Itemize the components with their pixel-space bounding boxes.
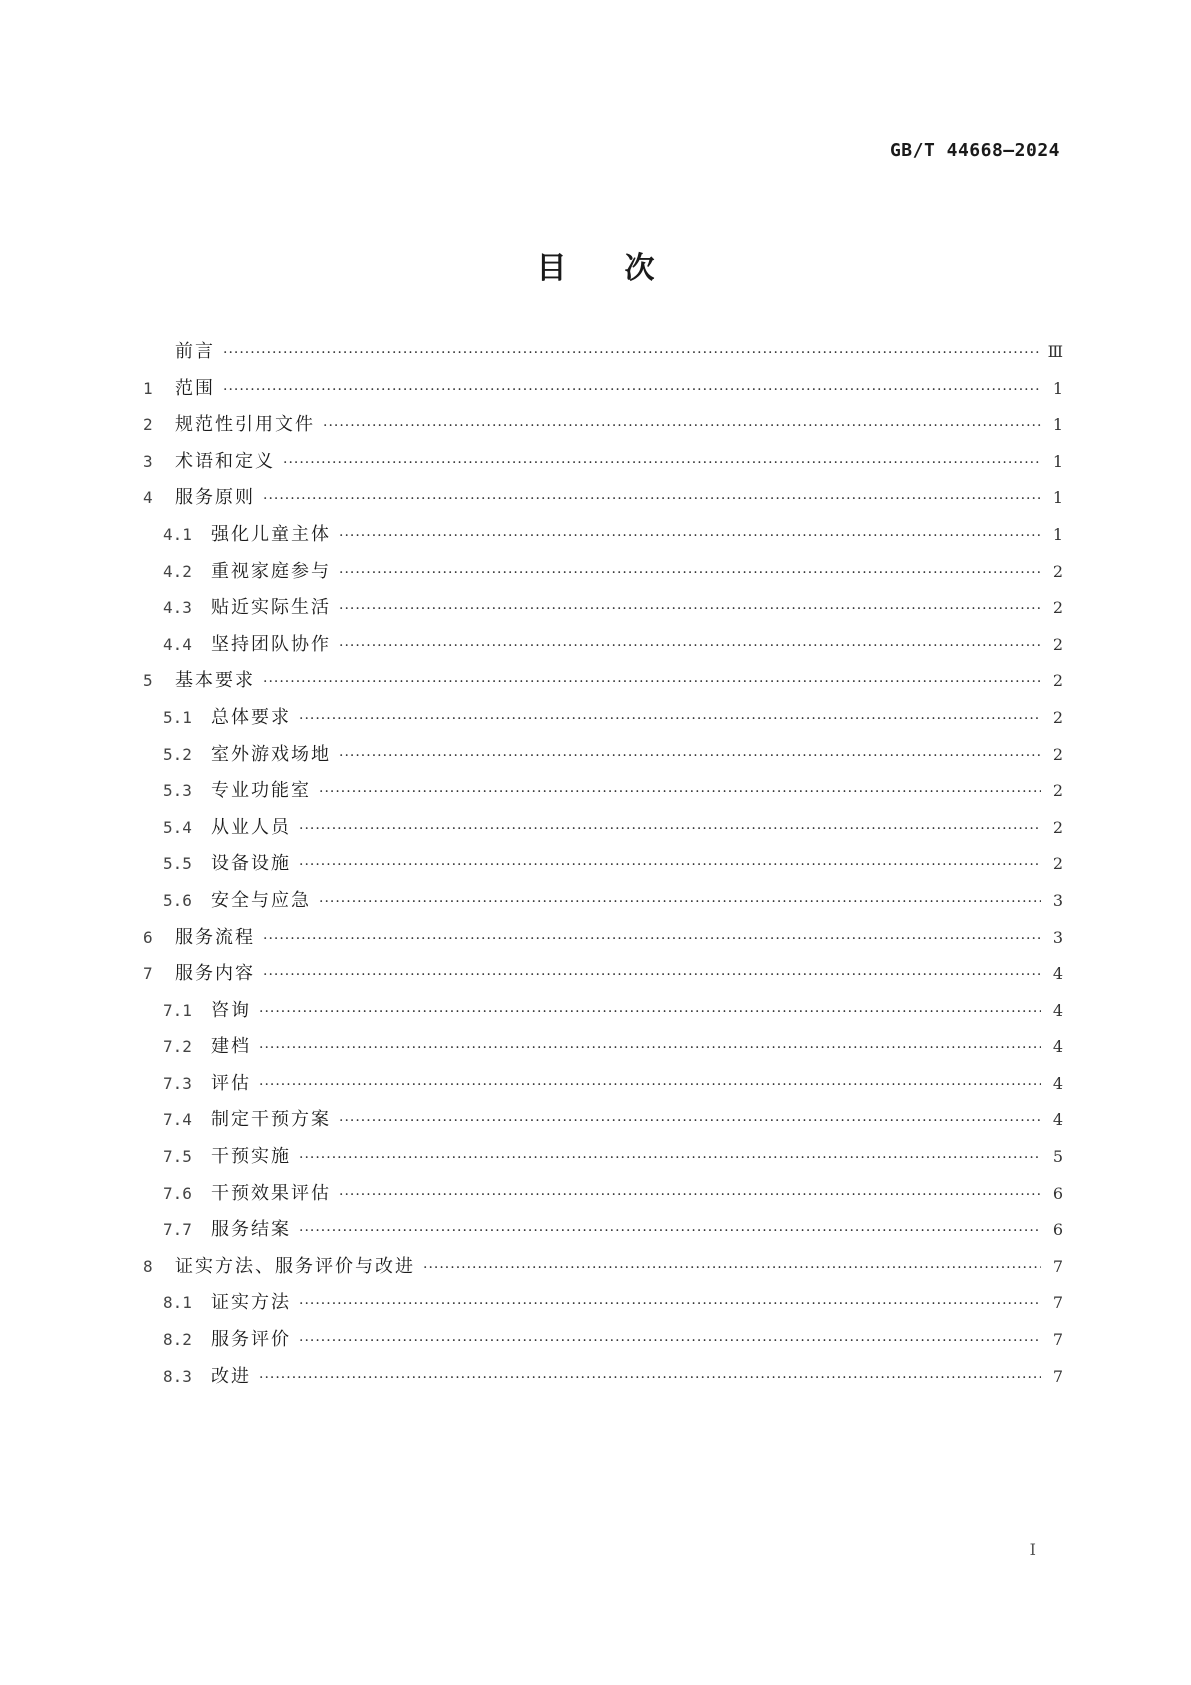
toc-entry-title: 干预效果评估	[211, 1182, 331, 1204]
toc-entry[interactable]	[143, 483, 1063, 520]
toc-entry[interactable]	[143, 776, 1063, 813]
toc-dot-leader	[339, 565, 1041, 581]
toc-entry-title: 评估	[211, 1072, 251, 1094]
toc-entry-page: 4	[1052, 1073, 1063, 1093]
toc-entry-number: 8.3	[163, 1366, 192, 1386]
toc-entry-number: 7.5	[163, 1147, 192, 1167]
document-code: GB/T 44668—2024	[889, 140, 1060, 161]
toc-dot-leader	[319, 784, 1041, 800]
toc-dot-leader	[339, 601, 1041, 617]
toc-entry-page: Ⅲ	[1047, 342, 1063, 361]
toc-entry-page: 2	[1052, 561, 1063, 581]
toc-dot-leader	[339, 1113, 1041, 1129]
toc-entry-page: 1	[1052, 524, 1063, 544]
toc-dot-leader	[263, 931, 1041, 947]
toc-entry[interactable]	[143, 923, 1063, 960]
toc-entry[interactable]	[143, 1105, 1063, 1142]
toc-entry-page: 2	[1052, 781, 1063, 801]
toc-dot-leader	[299, 857, 1041, 873]
toc-entry-page: 5	[1052, 1147, 1063, 1167]
toc-entry-title: 贴近实际生活	[211, 597, 331, 619]
toc-entry-page: 2	[1052, 707, 1063, 727]
toc-entry-title: 干预实施	[211, 1146, 291, 1168]
toc-entry-page: 7	[1052, 1330, 1063, 1350]
toc-entry-title: 安全与应急	[211, 889, 311, 911]
toc-dot-leader	[223, 345, 1040, 361]
toc-entry-title: 基本要求	[175, 670, 255, 692]
toc-entry-title: 改进	[211, 1365, 251, 1387]
toc-dot-leader	[323, 418, 1041, 434]
toc-entry-title: 服务内容	[175, 963, 255, 985]
toc-entry-title: 制定干预方案	[211, 1109, 331, 1131]
toc-entry-page: 7	[1052, 1256, 1063, 1276]
toc-dot-leader	[263, 967, 1041, 983]
toc-entry[interactable]	[143, 1032, 1063, 1069]
toc-dot-leader	[259, 1004, 1041, 1020]
toc-entry-page: 4	[1052, 964, 1063, 984]
toc-entry[interactable]	[143, 1142, 1063, 1179]
toc-entry[interactable]	[143, 1069, 1063, 1106]
toc-entry-title: 设备设施	[211, 853, 291, 875]
page-number: I	[1029, 1540, 1036, 1559]
toc-entry-number: 7.6	[163, 1183, 192, 1203]
toc-entry[interactable]	[143, 593, 1063, 630]
page-title	[0, 243, 1191, 287]
toc-entry-page: 7	[1052, 1293, 1063, 1313]
toc-entry[interactable]	[143, 374, 1063, 411]
page-title-part-1: 目	[536, 251, 567, 286]
toc-entry-page: 4	[1052, 1000, 1063, 1020]
toc-dot-leader	[299, 821, 1041, 837]
toc-dot-leader	[259, 1370, 1041, 1386]
toc-dot-leader	[223, 382, 1041, 398]
toc-dot-leader	[299, 711, 1041, 727]
toc-entry[interactable]	[143, 1215, 1063, 1252]
toc-entry[interactable]	[143, 849, 1063, 886]
toc-dot-leader	[339, 638, 1041, 654]
toc-entry-page: 2	[1052, 671, 1063, 691]
toc-entry[interactable]	[143, 703, 1063, 740]
toc-entry[interactable]	[143, 557, 1063, 594]
toc-dot-leader	[299, 1333, 1041, 1349]
toc-dot-leader	[423, 1260, 1041, 1276]
toc-entry-number: 4.1	[163, 524, 192, 544]
toc-entry-title: 从业人员	[211, 816, 291, 838]
toc-entry[interactable]	[143, 1325, 1063, 1362]
toc-entry[interactable]	[143, 1252, 1063, 1289]
toc-entry-title: 坚持团队协作	[211, 633, 331, 655]
toc-entry-title: 服务原则	[175, 487, 255, 509]
toc-entry[interactable]	[143, 813, 1063, 850]
page-title-part-2: 次	[624, 251, 655, 286]
toc-entry-title: 强化儿童主体	[211, 523, 331, 545]
toc-entry-number: 2	[143, 415, 153, 435]
toc-entry-page: 1	[1052, 451, 1063, 471]
toc-entry[interactable]	[143, 337, 1063, 374]
toc-entry-page: 4	[1052, 1037, 1063, 1057]
toc-entry-number: 7.1	[163, 1000, 192, 1020]
toc-entry[interactable]	[143, 1362, 1063, 1399]
toc-entry-title: 范围	[175, 377, 215, 399]
toc-entry-number: 4.2	[163, 561, 192, 581]
toc-entry-number: 7.7	[163, 1220, 192, 1240]
toc-entry-number: 7.3	[163, 1073, 192, 1093]
toc-dot-leader	[259, 1040, 1041, 1056]
toc-entry-number: 5.5	[163, 854, 192, 874]
toc-entry-number: 1	[143, 378, 153, 398]
toc-entry-title: 建档	[211, 1036, 251, 1058]
toc-entry-page: 2	[1052, 598, 1063, 618]
toc-entry-number: 6	[143, 927, 153, 947]
toc-entry-number: 4.4	[163, 634, 192, 654]
toc-entry-page: 2	[1052, 634, 1063, 654]
toc-dot-leader	[319, 894, 1041, 910]
toc-dot-leader	[299, 1223, 1041, 1239]
toc-entry-title: 总体要求	[211, 706, 291, 728]
toc-entry[interactable]	[143, 630, 1063, 667]
toc-entry[interactable]	[143, 447, 1063, 484]
toc-entry-page: 4	[1052, 1110, 1063, 1130]
toc-entry-number: 7.4	[163, 1110, 192, 1130]
toc-entry-page: 6	[1052, 1220, 1063, 1240]
toc-entry-number: 5.6	[163, 890, 192, 910]
toc-entry-number: 5.3	[163, 781, 192, 801]
toc-entry-title: 服务评价	[211, 1329, 291, 1351]
toc-entry-title: 证实方法、服务评价与改进	[175, 1255, 415, 1277]
toc-entry-title: 前言	[175, 341, 215, 362]
toc-entry-title: 术语和定义	[175, 450, 275, 472]
toc-entry-page: 1	[1052, 488, 1063, 508]
toc-entry-page: 1	[1052, 415, 1063, 435]
toc-dot-leader	[339, 1187, 1041, 1203]
toc-entry-title: 证实方法	[211, 1292, 291, 1314]
toc-entry-number: 4.3	[163, 598, 192, 618]
toc-entry-title: 服务结案	[211, 1219, 291, 1241]
toc-entry-number: 8	[143, 1256, 153, 1276]
toc-entry-number: 4	[143, 488, 153, 508]
table-of-contents	[143, 337, 1063, 1398]
toc-entry-title: 服务流程	[175, 926, 255, 948]
toc-dot-leader	[339, 528, 1041, 544]
toc-entry-page: 2	[1052, 817, 1063, 837]
toc-entry-title: 室外游戏场地	[211, 743, 331, 765]
toc-entry-page: 1	[1052, 378, 1063, 398]
toc-entry-number: 7.2	[163, 1037, 192, 1057]
toc-entry-number: 5.2	[163, 744, 192, 764]
toc-entry[interactable]	[143, 410, 1063, 447]
toc-entry-number: 5.1	[163, 707, 192, 727]
toc-entry[interactable]	[143, 886, 1063, 923]
toc-dot-leader	[299, 1296, 1041, 1312]
toc-entry[interactable]	[143, 1179, 1063, 1216]
toc-entry-number: 5	[143, 671, 153, 691]
toc-entry-page: 2	[1052, 744, 1063, 764]
toc-dot-leader	[299, 1150, 1041, 1166]
toc-entry[interactable]	[143, 666, 1063, 703]
toc-entry-number: 8.1	[163, 1293, 192, 1313]
toc-entry-page: 3	[1052, 927, 1063, 947]
toc-entry[interactable]	[143, 740, 1063, 777]
toc-entry-number: 5.4	[163, 817, 192, 837]
toc-dot-leader	[259, 1077, 1041, 1093]
toc-entry[interactable]	[143, 959, 1063, 996]
toc-entry-title: 咨询	[211, 999, 251, 1021]
toc-entry-title: 专业功能室	[211, 780, 311, 802]
toc-entry-title: 规范性引用文件	[175, 414, 315, 436]
toc-entry-page: 2	[1052, 854, 1063, 874]
toc-entry-page: 6	[1052, 1183, 1063, 1203]
toc-dot-leader	[339, 748, 1041, 764]
toc-entry-page: 7	[1052, 1366, 1063, 1386]
toc-entry-number: 8.2	[163, 1330, 192, 1350]
toc-dot-leader	[263, 491, 1041, 507]
toc-entry[interactable]	[143, 996, 1063, 1033]
toc-dot-leader	[283, 455, 1041, 471]
toc-entry[interactable]	[143, 1288, 1063, 1325]
toc-entry-page: 3	[1052, 890, 1063, 910]
toc-entry-title: 重视家庭参与	[211, 560, 331, 582]
toc-entry-number: 3	[143, 451, 153, 471]
toc-entry-number: 7	[143, 964, 153, 984]
toc-dot-leader	[263, 674, 1041, 690]
toc-entry[interactable]	[143, 520, 1063, 557]
